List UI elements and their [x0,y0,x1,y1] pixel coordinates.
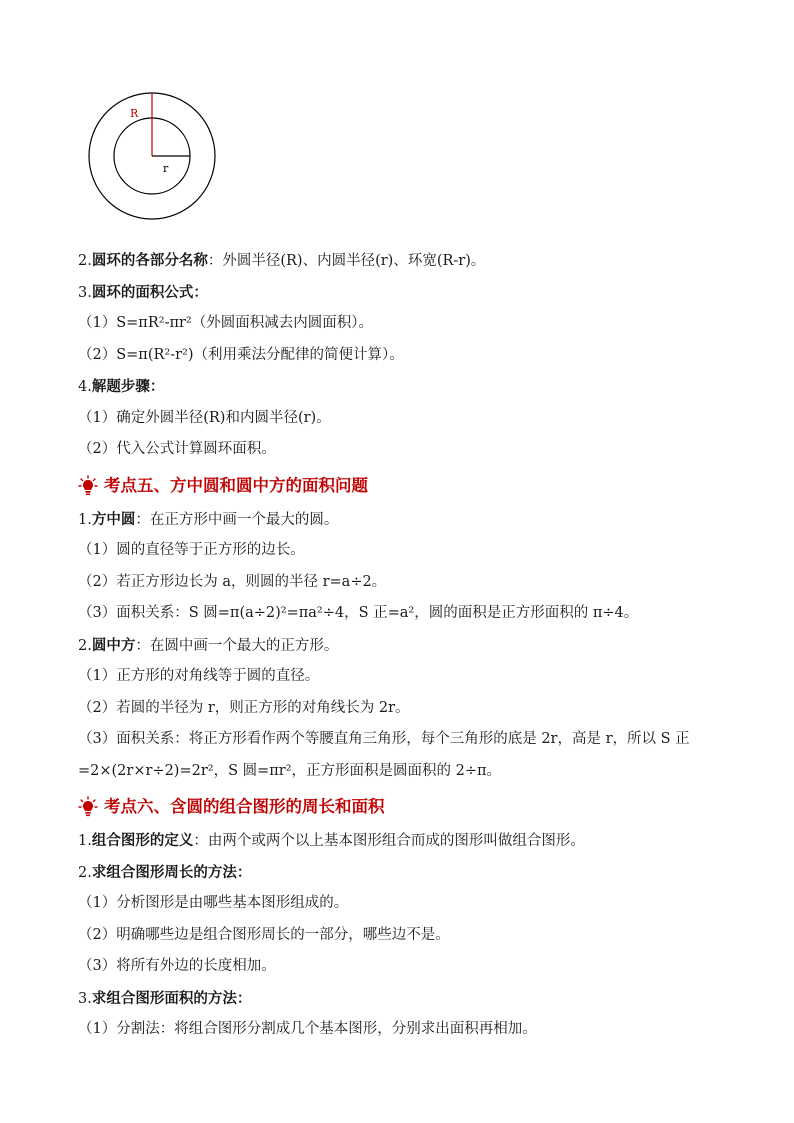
list-item: （3）面积关系：S 圆=π(a÷2)²=πa²÷4，S 正=a²，圆的面积是正方形面积的 π÷4。 [78,605,639,621]
list-item: （3）面积关系：将正方形看作两个等腰直角三角形，每个三角形的底是 2r，高是 r，所以 S 正=2×(2r×r÷2)=2r²，S 圆=πr²，正方形面积是圆面积的 2÷π。 [78,731,690,779]
item-number: 1. [78,511,92,528]
list-item: （1）圆的直径等于正方形的边长。 [78,542,305,558]
list-item: （2）若正方形边长为 a，则圆的半径 r=a÷2。 [78,573,387,590]
list-item: （2）明确哪些边是组合图形周长的一部分，哪些边不是。 [78,926,450,943]
section-heading-5 [78,468,728,504]
section-title: 考点六、含圆的组合图形的周长和面积 [104,797,385,816]
item-number: 1. [78,833,92,849]
item-number: 3. [78,990,92,1007]
item-number: 2. [78,864,92,881]
item-title: 方中圆 [91,510,136,528]
list-item: （2）S=π(R²-r²)（利用乘法分配律的简便计算）。 [78,346,404,363]
square-circle-title [78,504,728,536]
circle-square-title [78,630,728,662]
lightbulb-icon [78,796,98,818]
list-item: （2）若圆的半径为 r，则正方形的对角线长为 2r。 [78,699,410,716]
item-text: ：在圆中画一个最大的正方形。 [135,637,339,654]
item-number: 4. [78,379,92,395]
item-number: 2. [78,637,92,654]
item-title: 圆中方 [91,636,136,654]
list-item: （1）S=πR²-πr²（外圆面积减去内圆面积）。 [78,315,373,331]
section-heading-6 [78,789,728,825]
item-text: ：外圆半径(R)、内圆半径(r)、环宽(R-r)。 [207,253,486,269]
ring-formula-title: 3.圆环的面积公式： [78,283,208,301]
list-item: （2）代入公式计算圆环面积。 [78,441,276,457]
document-body [78,245,728,1046]
ring-steps-title: 4.解题步骤： [78,378,165,395]
area-method-title [78,983,728,1015]
item-title: 求组合图形面积的方法 [91,989,237,1007]
lightbulb-icon [78,475,98,497]
item-text: ：在正方形中画一个最大的圆。 [135,511,339,528]
annulus-figure [86,92,218,224]
list-item: （1）分析图形是由哪些基本图形组成的。 [78,895,349,911]
item-number: 2. [78,253,92,269]
list-item: （1）确定外圆半径(R)和内圆半径(r)。 [78,409,331,426]
item-title: 圆环的面积公式 [91,283,194,301]
perimeter-method-title [78,857,728,889]
inner-radius-label: r [163,162,169,175]
section-title: 考点五、方中圆和圆中方的面积问题 [104,475,368,495]
list-item: （1）正方形的对角线等于圆的直径。 [78,668,320,684]
item-title: 圆环的各部分名称 [91,252,208,269]
item-text: ：由两个或两个以上基本图形组合而成的图形叫做组合图形。 [193,833,585,849]
ring-parts-line [78,245,728,277]
item-text: ： [236,989,252,1007]
composite-definition [78,825,728,857]
item-number: 3. [78,284,92,301]
list-item: （3）将所有外边的长度相加。 [78,958,276,974]
item-title: 求组合图形周长的方法 [91,863,237,881]
list-item: （1）分割法：将组合图形分割成几个基本图形，分别求出面积再相加。 [78,1021,537,1037]
item-text: ： [236,863,252,881]
outer-radius-label: R [130,107,139,120]
item-title: 解题步骤 [91,378,150,395]
item-title: 组合图形的定义 [91,832,194,849]
